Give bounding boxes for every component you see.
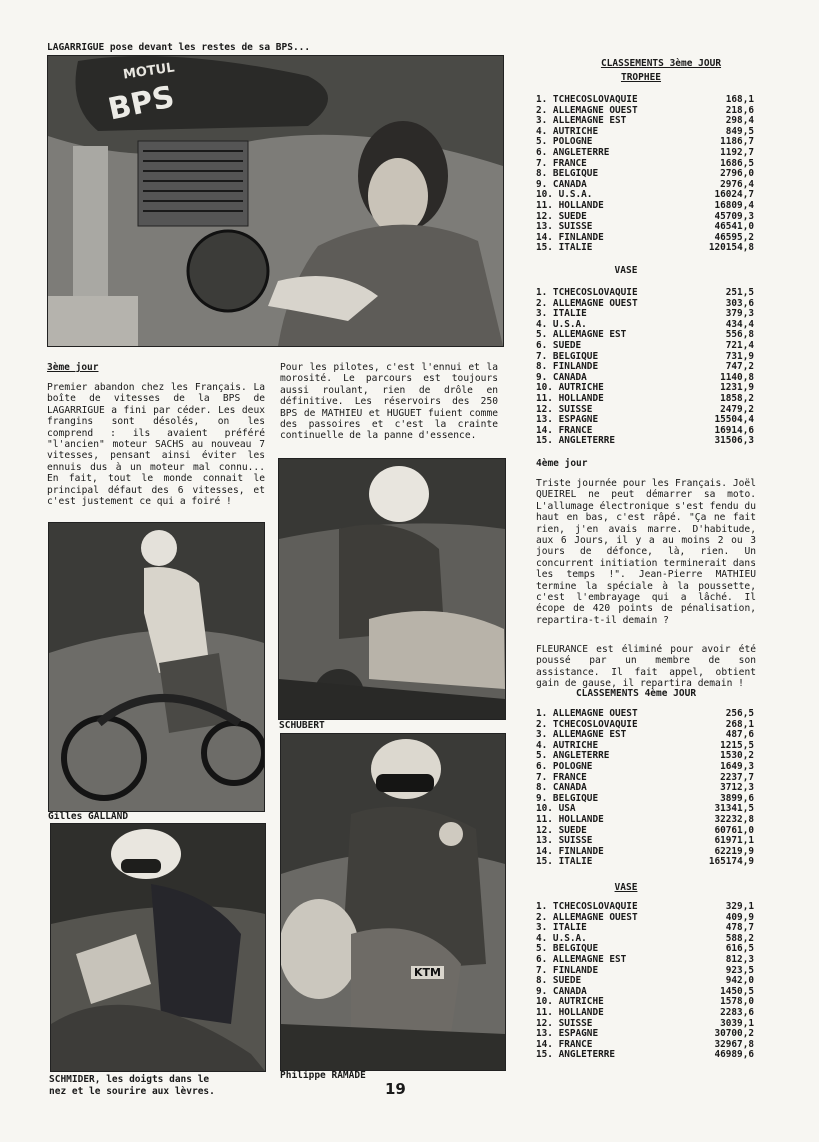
standings-row [536, 857, 754, 868]
team-name: 7. FRANCE [536, 157, 587, 169]
team-name: 13. ESPAGNE [536, 1028, 599, 1040]
team-name: 3. ALLEMAGNE EST [536, 729, 627, 741]
day4-article-text: Triste journée pour les Français. Joël QUEIREL ne peut démarrer sa moto. L'allumage électronique s'est fendu du haut en bas, c'est râpé. "Ça ne fait rien, j'en avais marre. D'habitude, aux 6 Jours, il y a au moins 2 ou 3 jours de défonce, là, rien. Un concurrent initiation terminerait dans les temps !". Jean-Pierre MATHIEU termine la spéciale à la poussette, c'est l'embrayage qui a lâché. Il écope de 420 points de pénalisation, repartira-t-il demain ? [536, 478, 756, 626]
team-score: 1215,5 [720, 739, 754, 751]
team-score: 60761,0 [714, 824, 754, 836]
team-name: 6. SUEDE [536, 339, 582, 351]
pilots-article-text: Pour les pilotes, c'est l'ennui et la morosité. Le parcours est toujours aussi roulant, rien de drôle en définitive. Les réservoirs des 250 BPS de MATHIEU et HUGUET fuient comme des passoires et c'est la crainte continuelle de la panne d'essence. [280, 362, 498, 442]
team-name: 13. SUISSE [536, 221, 593, 233]
team-score: 15504,4 [714, 414, 754, 426]
team-name: 10. AUTRICHE [536, 996, 604, 1008]
team-name: 3. ITALIE [536, 308, 587, 320]
team-name: 4. AUTRICHE [536, 125, 599, 137]
team-score: 3039,1 [720, 1017, 754, 1029]
team-score: 30700,2 [714, 1028, 754, 1040]
team-score: 16809,4 [714, 199, 754, 211]
team-score: 329,1 [725, 901, 754, 912]
trophee-day3-title: TROPHEE [620, 72, 662, 83]
team-score: 1140,8 [720, 371, 754, 383]
team-score: 2237,7 [720, 771, 754, 783]
standings-row [536, 341, 754, 352]
team-score: 2976,4 [720, 178, 754, 190]
bps-label: BPS [105, 79, 178, 128]
standings-row [536, 762, 754, 773]
team-name: 12. SUEDE [536, 210, 587, 222]
team-name: 6. ANGLETERRE [536, 146, 610, 158]
rider-photo-icon [279, 459, 505, 719]
team-name: 11. HOLLANDE [536, 199, 604, 211]
team-score: 32967,8 [714, 1038, 754, 1050]
galland-caption: Gilles GALLAND [48, 811, 129, 822]
standings-row [536, 243, 754, 254]
team-score: 268,1 [725, 718, 754, 730]
day3-article-text: Premier abandon chez les Français. La boîte de vitesses de la BPS de LAGARRIGUE a fini par céder. Les deux frangins sont désolés, on les comprend : ils avaient préféré "l'ancien" moteur SACHS au nouveau 7 vitesses, pensant ainsi éviter les ennuis dus à un moteur mal connu... En fait, tout le monde connait le principal défaut des 6 vitesses, et c'est justement ce qui a foiré ! [47, 382, 265, 508]
team-name: 2. ALLEMAGNE OUEST [536, 104, 638, 116]
schubert-caption: SCHUBERT [279, 720, 325, 731]
team-name: 1. TCHECOSLOVAQUIE [536, 287, 638, 298]
team-name: 4. AUTRICHE [536, 739, 599, 751]
team-score: 731,9 [725, 350, 754, 362]
schmider-caption-line1: SCHMIDER, les doigts dans le [49, 1074, 210, 1085]
page-number: 19 [385, 1080, 406, 1098]
standings-row [536, 95, 754, 106]
team-score: 298,4 [725, 115, 754, 127]
team-name: 15. ANGLETERRE [536, 435, 616, 447]
team-name: 7. FRANCE [536, 771, 587, 783]
team-score: 409,9 [725, 911, 754, 923]
team-score: 251,5 [725, 287, 754, 298]
team-score: 616,5 [725, 943, 754, 955]
team-score: 61971,1 [714, 835, 754, 847]
team-score: 556,8 [725, 329, 754, 341]
ktm-label: KTM [411, 966, 444, 979]
team-score: 2479,2 [720, 403, 754, 415]
team-name: 10. AUTRICHE [536, 382, 604, 394]
day4-standings-title: CLASSEMENTS 4ème JOUR [575, 688, 697, 699]
team-name: 9. CANADA [536, 371, 587, 383]
team-score: 2796,0 [720, 168, 754, 180]
team-score: 1192,7 [720, 146, 754, 158]
team-name: 12. SUISSE [536, 403, 593, 415]
vase-day3-list [536, 288, 754, 447]
team-score: 923,5 [725, 964, 754, 976]
team-score: 721,4 [725, 339, 754, 351]
team-score: 62219,9 [714, 845, 754, 857]
team-score: 849,5 [725, 125, 754, 137]
team-score: 1450,5 [720, 985, 754, 997]
day4-heading: 4ème jour [536, 458, 588, 469]
standings-row [536, 201, 754, 212]
team-name: 3. ITALIE [536, 922, 587, 934]
team-name: 15. ITALIE [536, 856, 593, 868]
trophee-day3-list [536, 95, 754, 254]
team-name: 9. CANADA [536, 178, 587, 190]
team-score: 379,3 [725, 308, 754, 320]
team-score: 812,3 [725, 953, 754, 965]
team-name: 2. TCHECOSLOVAQUIE [536, 718, 638, 730]
team-name: 1. TCHECOSLOVAQUIE [536, 94, 638, 105]
photo-schubert [278, 458, 506, 720]
team-score: 46541,0 [714, 221, 754, 233]
team-name: 7. FINLANDE [536, 964, 599, 976]
team-name: 14. FRANCE [536, 424, 593, 436]
team-score: 1649,3 [720, 760, 754, 772]
team-score: 478,7 [725, 922, 754, 934]
team-score: 218,6 [725, 104, 754, 116]
team-name: 13. SUISSE [536, 835, 593, 847]
team-name: 15. ITALIE [536, 242, 593, 254]
day3-standings-title: CLASSEMENTS 3ème JOUR [600, 58, 722, 69]
team-name: 6. ALLEMAGNE EST [536, 953, 627, 965]
ramade-caption: Philippe RAMADE [280, 1070, 366, 1081]
team-score: 32232,8 [714, 813, 754, 825]
team-name: 9. BELGIQUE [536, 792, 599, 804]
team-score: 1231,9 [720, 382, 754, 394]
team-name: 4. U.S.A. [536, 318, 587, 330]
team-name: 1. TCHECOSLOVAQUIE [536, 901, 638, 912]
team-name: 12. SUEDE [536, 824, 587, 836]
team-score: 3712,3 [720, 782, 754, 794]
motul-label: MOTUL [122, 60, 176, 83]
team-name: 8. BELGIQUE [536, 168, 599, 180]
photo-schmider [50, 823, 266, 1072]
standings-row [536, 815, 754, 826]
team-name: 8. FINLANDE [536, 361, 599, 373]
team-score: 31341,5 [714, 803, 754, 815]
photo-galland [48, 522, 265, 812]
team-name: 4. U.S.A. [536, 932, 587, 944]
team-name: 14. FINLANDE [536, 231, 604, 243]
trophee-day4-list [536, 709, 754, 868]
team-name: 2. ALLEMAGNE OUEST [536, 297, 638, 309]
vase-day3-title: VASE [614, 265, 638, 276]
team-name: 3. ALLEMAGNE EST [536, 115, 627, 127]
team-score: 1858,2 [720, 392, 754, 404]
team-name: 11. HOLLANDE [536, 1006, 604, 1018]
team-score: 256,5 [725, 708, 754, 719]
standings-row [536, 1008, 754, 1019]
standings-row [536, 709, 754, 720]
standings-row [536, 288, 754, 299]
rider-photo-icon [51, 824, 265, 1071]
team-score: 16914,6 [714, 424, 754, 436]
team-score: 45709,3 [714, 210, 754, 222]
standings-row [536, 394, 754, 405]
team-name: 13. ESPAGNE [536, 414, 599, 426]
team-name: 1. ALLEMAGNE OUEST [536, 708, 638, 719]
team-name: 10. USA [536, 803, 576, 815]
rider-photo-icon [281, 734, 505, 1070]
standings-row [536, 1050, 754, 1061]
team-name: 15. ANGLETERRE [536, 1049, 616, 1061]
team-name: 11. HOLLANDE [536, 813, 604, 825]
team-score: 942,0 [725, 975, 754, 987]
team-score: 165174,9 [708, 856, 754, 868]
team-score: 168,1 [725, 94, 754, 105]
team-name: 14. FRANCE [536, 1038, 593, 1050]
team-score: 588,2 [725, 932, 754, 944]
team-score: 46595,2 [714, 231, 754, 243]
team-name: 5. POLOGNE [536, 136, 593, 148]
team-score: 1686,5 [720, 157, 754, 169]
team-score: 434,4 [725, 318, 754, 330]
team-name: 5. BELGIQUE [536, 943, 599, 955]
team-name: 14. FINLANDE [536, 845, 604, 857]
vase-day4-list [536, 902, 754, 1061]
vase-day4-title: VASE [614, 882, 638, 893]
team-score: 31506,3 [714, 435, 754, 447]
top-photo-caption: LAGARRIGUE pose devant les restes de sa BPS... [47, 42, 311, 53]
team-name: 8. SUEDE [536, 975, 582, 987]
team-name: 5. ALLEMAGNE EST [536, 329, 627, 341]
photo-ramade [280, 733, 506, 1071]
team-name: 9. CANADA [536, 985, 587, 997]
standings-row [536, 955, 754, 966]
team-score: 1530,2 [720, 750, 754, 762]
schmider-caption-line2: nez et le sourire aux lèvres. [49, 1086, 215, 1097]
team-score: 487,6 [725, 729, 754, 741]
fleurance-article-text: FLEURANCE est éliminé pour avoir été poussé par un membre de son assistance. Il fait appel, obtient gain de gause, il repartira demain ! [536, 644, 756, 690]
team-name: 5. ANGLETERRE [536, 750, 610, 762]
team-score: 747,2 [725, 361, 754, 373]
standings-row [536, 436, 754, 447]
team-name: 7. BELGIQUE [536, 350, 599, 362]
team-score: 303,6 [725, 297, 754, 309]
team-name: 2. ALLEMAGNE OUEST [536, 911, 638, 923]
team-name: 6. POLOGNE [536, 760, 593, 772]
team-score: 1578,0 [720, 996, 754, 1008]
standings-row [536, 148, 754, 159]
team-score: 16024,7 [714, 189, 754, 201]
standings-row [536, 902, 754, 913]
team-score: 1186,7 [720, 136, 754, 148]
team-name: 8. CANADA [536, 782, 587, 794]
team-score: 120154,8 [708, 242, 754, 254]
team-score: 46989,6 [714, 1049, 754, 1061]
rider-photo-icon [49, 523, 264, 811]
team-name: 11. HOLLANDE [536, 392, 604, 404]
main-photo-lagarrigue [47, 55, 504, 347]
team-name: 10. U.S.A. [536, 189, 593, 201]
team-score: 3899,6 [720, 792, 754, 804]
team-score: 2283,6 [720, 1006, 754, 1018]
day3-heading: 3ème jour [47, 362, 99, 373]
team-name: 12. SUISSE [536, 1017, 593, 1029]
